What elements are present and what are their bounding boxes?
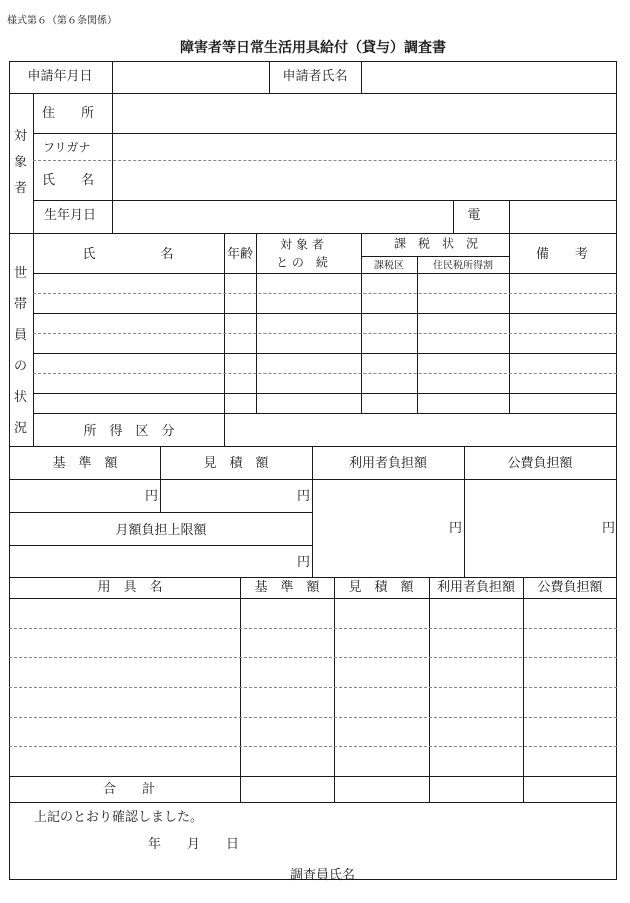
phone-label: 電 [467, 208, 481, 223]
col-estimate-header: 見 積 額 [348, 580, 414, 595]
standard-amount-label: 基 準 額 [52, 456, 118, 471]
col-user-burden-header: 利用者負担額 [436, 580, 516, 595]
furigana-field[interactable] [113, 134, 616, 160]
form-title: 障害者等日常生活用具給付（貸与）調査書 [180, 40, 446, 56]
col-relation-header-line2: と の 続 [276, 255, 328, 270]
subject-section-label: 対象者 [14, 129, 28, 196]
monthly-cap-field[interactable] [10, 546, 312, 577]
household-row[interactable] [34, 314, 616, 333]
col-age-header: 年齢 [226, 247, 254, 262]
item-row[interactable] [10, 688, 616, 717]
household-row[interactable] [34, 374, 616, 393]
col-name-header: 氏 名 [82, 247, 174, 262]
col-item-name-header: 用 具 名 [97, 580, 163, 595]
applicant-name-field[interactable] [362, 62, 616, 93]
yen-unit: 円 [296, 555, 310, 570]
furigana-label: フリガナ [43, 140, 91, 155]
address-field[interactable] [113, 94, 616, 133]
public-burden-field[interactable] [465, 480, 616, 577]
form-number: 様式第６（第６条関係） [7, 15, 117, 27]
birthdate-label: 生年月日 [44, 208, 97, 223]
col-relation-header-line1: 対 象 者 [280, 237, 324, 252]
col-tax-status-header: 課 税 状 況 [393, 236, 479, 251]
col-standard-header: 基 準 額 [254, 580, 320, 595]
household-row[interactable] [34, 354, 616, 373]
total-label: 合 計 [102, 782, 156, 797]
applicant-name-label: 申請者氏名 [282, 69, 348, 84]
col-tax-class-header: 課税区 [374, 260, 404, 272]
item-row[interactable] [10, 718, 616, 746]
total-row[interactable] [241, 777, 616, 802]
item-row[interactable] [10, 629, 616, 657]
public-burden-label: 公費負担額 [507, 456, 573, 471]
col-resident-tax-header: 住民税所得割 [433, 260, 493, 272]
birthdate-field[interactable] [113, 201, 453, 233]
item-row[interactable] [10, 747, 616, 776]
application-date-label: 申請年月日 [27, 69, 93, 84]
household-row[interactable] [34, 274, 616, 293]
household-row[interactable] [34, 394, 616, 413]
household-row[interactable] [34, 294, 616, 313]
yen-unit: 円 [601, 521, 615, 536]
monthly-cap-label: 月額負担上限額 [115, 523, 207, 538]
yen-unit: 円 [448, 521, 462, 536]
household-section-label: 世帯員の状況 [14, 266, 28, 436]
user-burden-label: 利用者負担額 [348, 456, 428, 471]
investigator-name-label: 調査員氏名 [290, 868, 356, 883]
investigator-name-field[interactable] [362, 862, 612, 878]
income-class-label: 所 得 区 分 [83, 424, 175, 439]
confirmation-text: 上記のとおり確認しました。 [34, 810, 204, 825]
application-date-field[interactable] [113, 62, 269, 93]
yen-unit: 円 [296, 489, 310, 504]
col-public-burden-header: 公費負担額 [537, 580, 603, 595]
phone-field[interactable] [510, 201, 616, 233]
item-row[interactable] [10, 658, 616, 687]
name-field[interactable] [113, 161, 616, 200]
name-label: 氏 名 [42, 173, 95, 188]
household-row[interactable] [34, 334, 616, 353]
estimate-amount-label: 見 積 額 [203, 456, 269, 471]
user-burden-field[interactable] [313, 480, 464, 577]
standard-amount-field[interactable] [10, 480, 160, 512]
confirmation-date: 年 月 日 [148, 837, 240, 852]
item-row[interactable] [10, 599, 616, 628]
col-notes-header: 備 考 [535, 247, 589, 262]
estimate-amount-field[interactable] [161, 480, 312, 512]
income-class-field[interactable] [225, 414, 616, 446]
address-label: 住 所 [42, 106, 95, 121]
yen-unit: 円 [144, 489, 158, 504]
